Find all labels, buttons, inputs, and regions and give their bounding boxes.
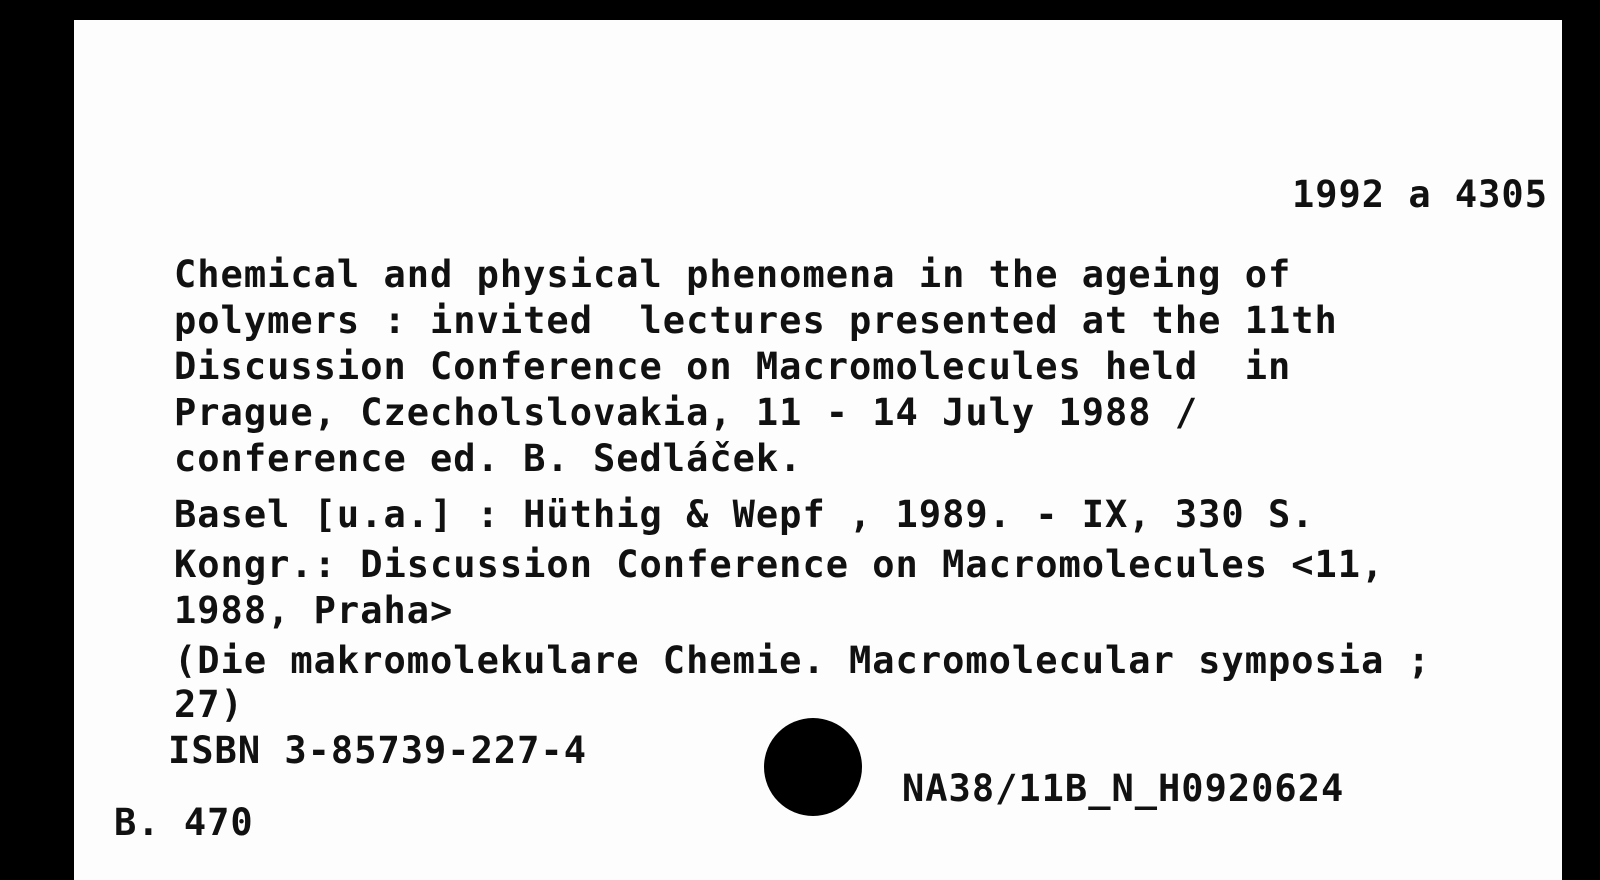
entry-line-4: Prague, Czecholslovakia, 11 - 14 July 1988 /: [174, 391, 1199, 434]
catalog-card: [74, 20, 1562, 880]
entry-line-5: conference ed. B. Sedláček.: [174, 437, 803, 480]
entry-line-1: Chemical and physical phenomena in the ageing of: [174, 253, 1292, 296]
congress-line-2: 1988, Praha>: [174, 589, 454, 632]
entry-line-3: Discussion Conference on Macromolecules held in: [174, 345, 1292, 388]
isbn: ISBN 3-85739-227-4: [168, 729, 587, 772]
punch-hole: [764, 718, 862, 816]
record-id: NA38/11B_N_H0920624: [902, 767, 1345, 810]
call-number: 1992 a 4305: [1291, 173, 1548, 216]
publication-line: Basel [u.a.] : Hüthig & Wepf , 1989. - IX, 330 S.: [174, 493, 1315, 536]
series-line-2: 27): [174, 683, 244, 726]
shelf-mark: B. 470: [114, 801, 254, 844]
congress-line-1: Kongr.: Discussion Conference on Macromolecules <11,: [174, 543, 1385, 586]
series-line-1: (Die makromolekulare Chemie. Macromolecular symposia ;: [174, 639, 1431, 682]
entry-line-2: polymers : invited lectures presented at the 11th: [174, 299, 1338, 342]
